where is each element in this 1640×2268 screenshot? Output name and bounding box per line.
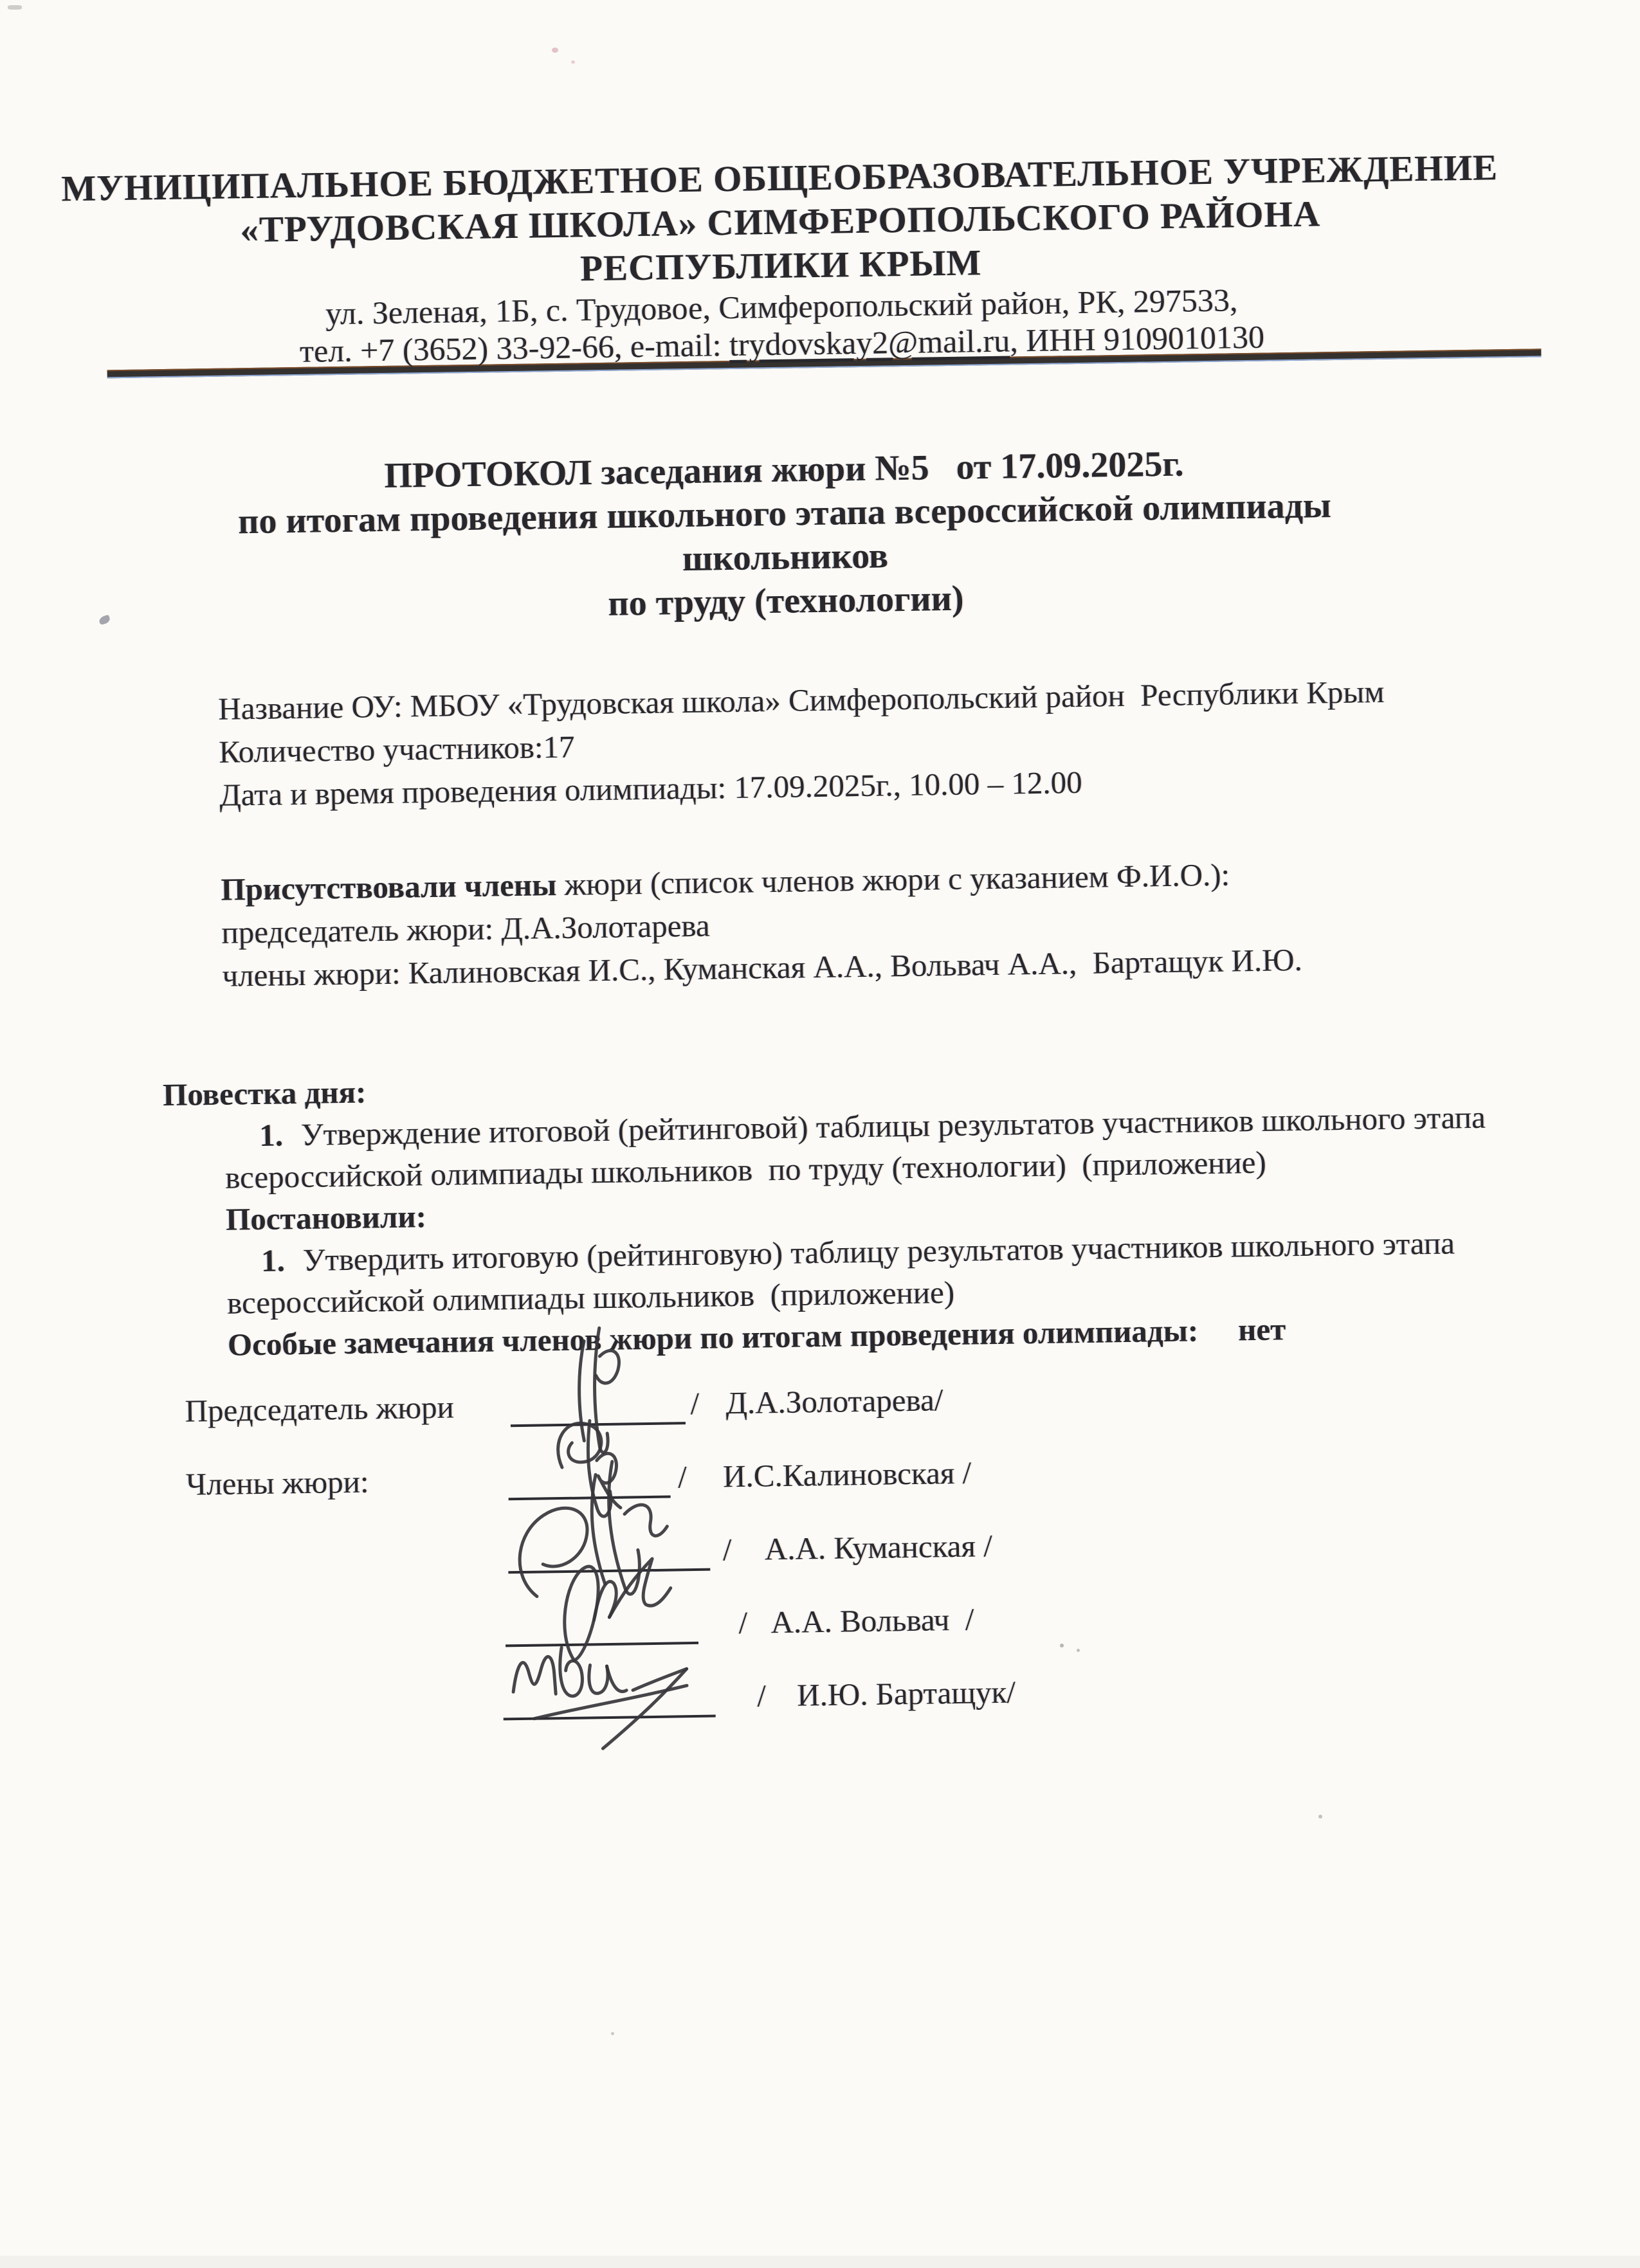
title-line-1: ПРОТОКОЛ заседания жюри №5 от 17.09.2025г. (384, 444, 1184, 496)
signature-slash: / (756, 1678, 767, 1714)
jury-members-line: члены жюри: Калиновская И.С., Куманская А.А., Вольвач А.А., Бартащук И.Ю. (222, 941, 1303, 993)
signature-slash: / (677, 1459, 688, 1495)
resolved-heading: Постановили: (225, 1199, 427, 1237)
signature-role-label: Председатель жюри (185, 1389, 455, 1429)
signatures-section (6, 1350, 1640, 1741)
scan-speck (1077, 1649, 1080, 1652)
contacts-suffix: , ИНН 9109010130 (1009, 318, 1265, 359)
title-line-2: по итогам проведения школьного этапа всероссийской олимпиады (237, 485, 1332, 542)
email-text: trydovskay2@mail.ru (729, 322, 1010, 363)
letterhead-org-name (0, 145, 1572, 300)
agenda-item-1-number: 1. (259, 1117, 284, 1153)
resolved-item-1-number: 1. (260, 1242, 286, 1278)
olympiad-details (218, 667, 1561, 817)
scan-speck (611, 2032, 614, 2035)
attendees-section (221, 848, 1563, 997)
agenda-item-1-text: Утверждение итоговой (рейтинговой) таблицы результатов участников школьного этапа (300, 1099, 1486, 1153)
org-name-line-3: РЕСПУБЛИКИ КРЫМ (579, 242, 982, 289)
signature-slash: / (690, 1385, 700, 1422)
agenda-heading: Повестка дня: (162, 1074, 367, 1113)
contacts-prefix: тел. +7 (3652) 33-92-66, e-mail: (299, 326, 730, 369)
attendees-intro-bold: Присутствовали члены (221, 867, 557, 907)
special-remarks-value: нет (1237, 1311, 1286, 1348)
scan-speck (1060, 1644, 1064, 1647)
signature-name: А.А. Вольвач / (770, 1601, 974, 1640)
scan-speck (552, 48, 558, 53)
agenda-section (2, 1053, 1569, 1369)
attendees-intro-rest: жюри (список членов жюри с указанием Ф.И.О.): (556, 857, 1230, 903)
school-name-line: Название ОУ: МБОУ «Трудовская школа» Симферопольский район Республики Крым (217, 673, 1385, 727)
special-remarks-label: Особые замечания членов жюри по итогам проведения олимпиады: (227, 1312, 1199, 1363)
signature-slash: / (738, 1604, 748, 1640)
participants-count-line: Количество участников:17 (218, 729, 575, 770)
jury-chair-line: председатель жюри: Д.А.Золотарева (221, 907, 711, 950)
signature-name: Д.А.Золотарева/ (725, 1382, 943, 1421)
org-name-line-1: МУНИЦИПАЛЬНОЕ БЮДЖЕТНОЕ ОБЩЕОБРАЗОВАТЕЛЬНОЕ УЧРЕЖДЕНИЕ (60, 147, 1499, 210)
signature-name: И.Ю. Бартащук/ (796, 1674, 1016, 1713)
title-line-3: школьников (682, 536, 889, 579)
signature-name: А.А. Куманская / (764, 1528, 993, 1567)
title-line-4: по труду (технологии) (608, 578, 964, 624)
signature-role-label: Члены жюри: (185, 1464, 369, 1502)
scan-speck (571, 60, 575, 64)
signature-scribble-icon (494, 1588, 718, 1752)
signature-slash: / (722, 1532, 732, 1568)
resolved-item-1-text: Утвердить итоговую (рейтинговую) таблицу результатов участников школьного этапа (302, 1225, 1455, 1278)
address-line: ул. Зеленая, 1Б, с. Трудовое, Симферопольский район, РК, 297533, (325, 282, 1238, 332)
scan-speck (8, 5, 22, 10)
document-title (0, 437, 1577, 635)
agenda-item-1-continuation: всероссийской олимпиады школьников по труду (технологии) (приложение) (224, 1144, 1267, 1195)
signature-name: И.С.Калиновская / (722, 1455, 972, 1494)
resolved-item-1-continuation: всероссийской олимпиады школьников (приложение) (226, 1274, 955, 1321)
date-time-line: Дата и время проведения олимпиады: 17.09.2025г., 10.00 – 12.00 (219, 764, 1083, 813)
signature-line (504, 1715, 716, 1721)
org-name-line-2: «ТРУДОВСКАЯ ШКОЛА» СИМФЕРОПОЛЬСКОГО РАЙОНА (240, 194, 1321, 251)
scan-speck (1318, 1815, 1322, 1819)
